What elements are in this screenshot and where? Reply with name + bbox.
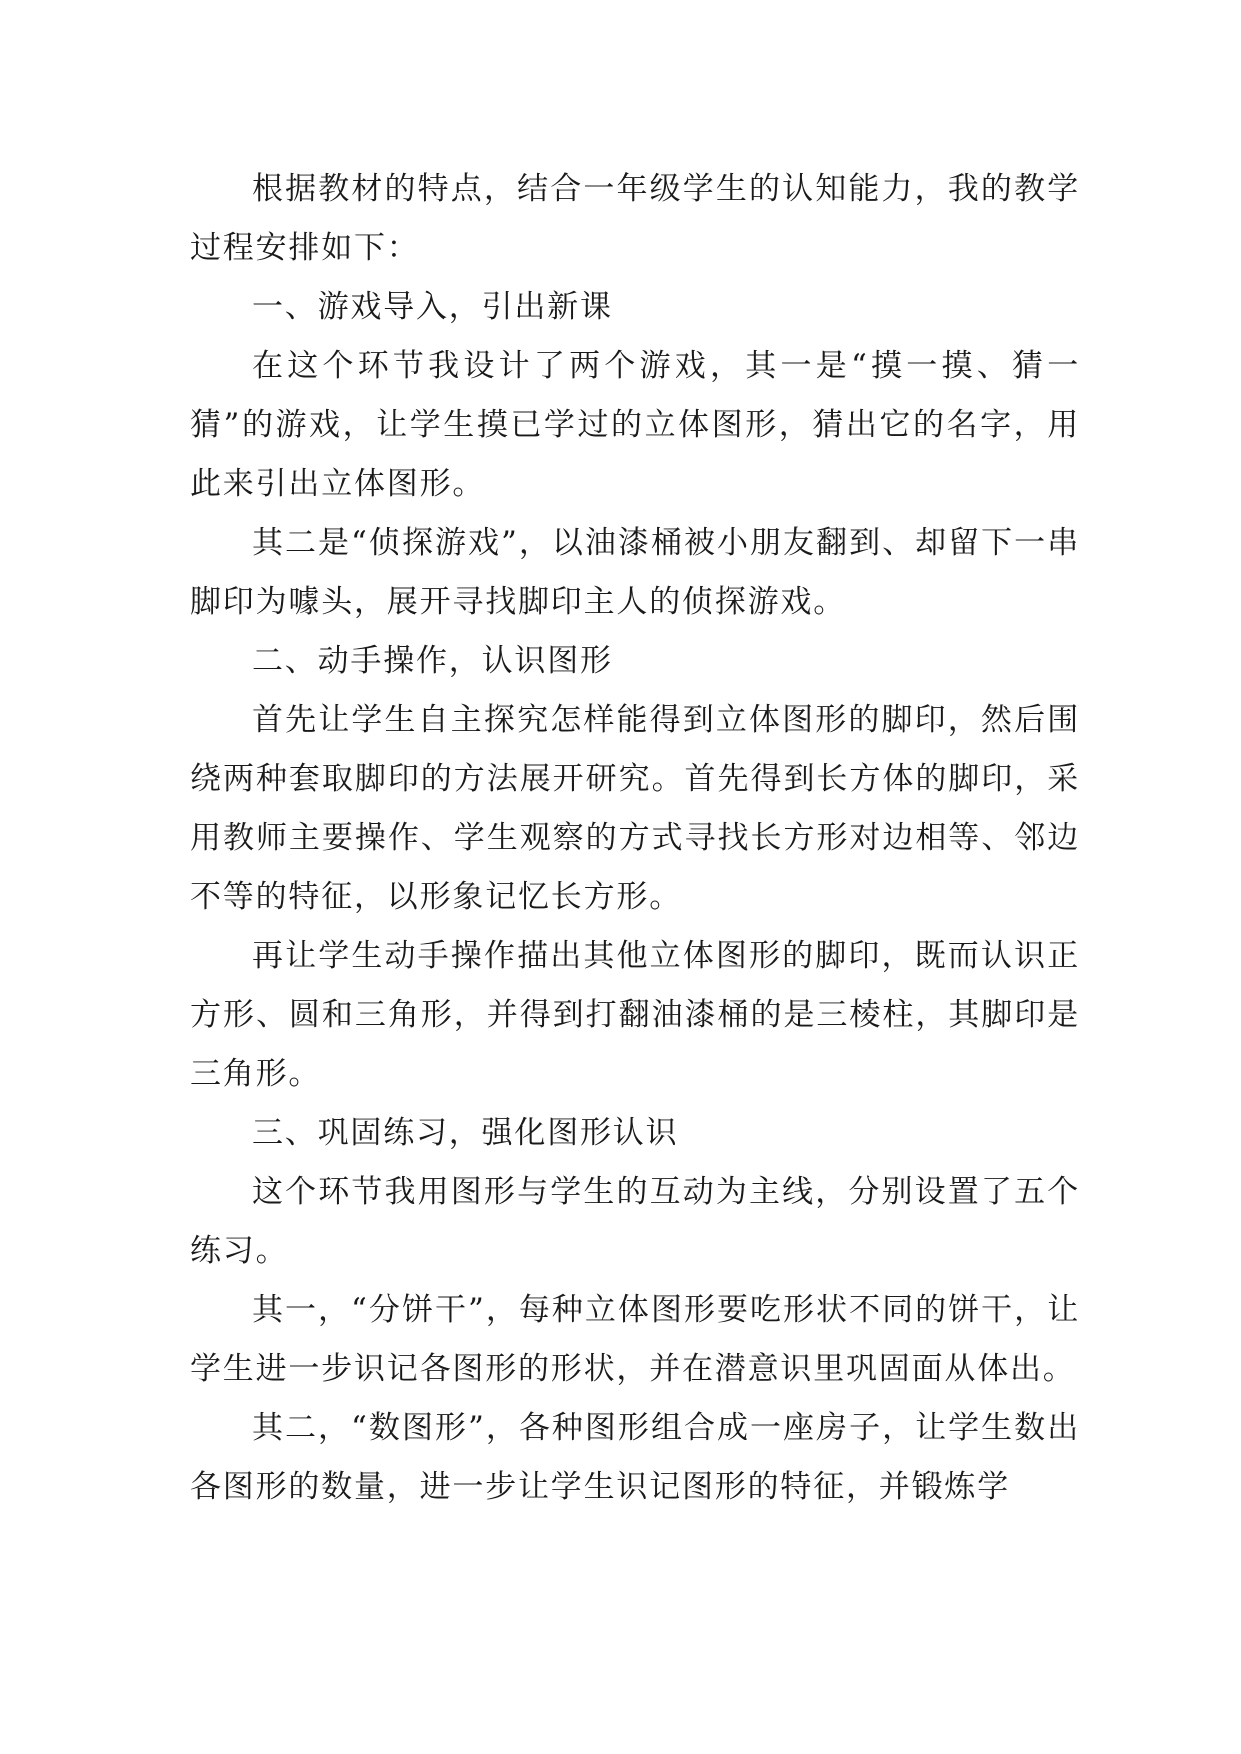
paragraph-trace: 再让学生动手操作描出其他立体图形的脚印，既而认识正方形、圆和三角形，并得到打翻油漆桶的是三棱柱，其脚印是三角形。 [190,938,1080,1092]
section-heading-2: 二、动手操作，认识图形 [252,643,613,679]
document-body [190,160,1080,1517]
paragraph-game-1: 在这个环节我设计了两个游戏，其一是“摸一摸、猜一猜”的游戏，让学生摸已学过的立体图形，猜出它的名字，用此来引出立体图形。 [190,348,1080,502]
paragraph-practice-intro: 这个环节我用图形与学生的互动为主线，分别设置了五个练习。 [190,1174,1080,1269]
section-heading-3: 三、巩固练习，强化图形认识 [252,1115,679,1151]
paragraph-practice-2: 其二，“数图形”，各种图形组合成一座房子，让学生数出各图形的数量，进一步让学生识记图形的特征，并锻炼学 [190,1410,1080,1505]
paragraph-intro: 根据教材的特点，结合一年级学生的认知能力，我的教学过程安排如下： [190,171,1080,266]
paragraph-explore: 首先让学生自主探究怎样能得到立体图形的脚印，然后围绕两种套取脚印的方法展开研究。首先得到长方体的脚印，采用教师主要操作、学生观察的方式寻找长方形对边相等、邻边不等的特征，以形象记忆长方形。 [190,702,1080,915]
paragraph-game-2: 其二是“侦探游戏”，以油漆桶被小朋友翻到、却留下一串脚印为噱头，展开寻找脚印主人的侦探游戏。 [190,525,1080,620]
paragraph-practice-1: 其一，“分饼干”，每种立体图形要吃形状不同的饼干，让学生进一步识记各图形的形状，并在潜意识里巩固面从体出。 [190,1292,1080,1387]
section-heading-1: 一、游戏导入，引出新课 [252,289,613,325]
